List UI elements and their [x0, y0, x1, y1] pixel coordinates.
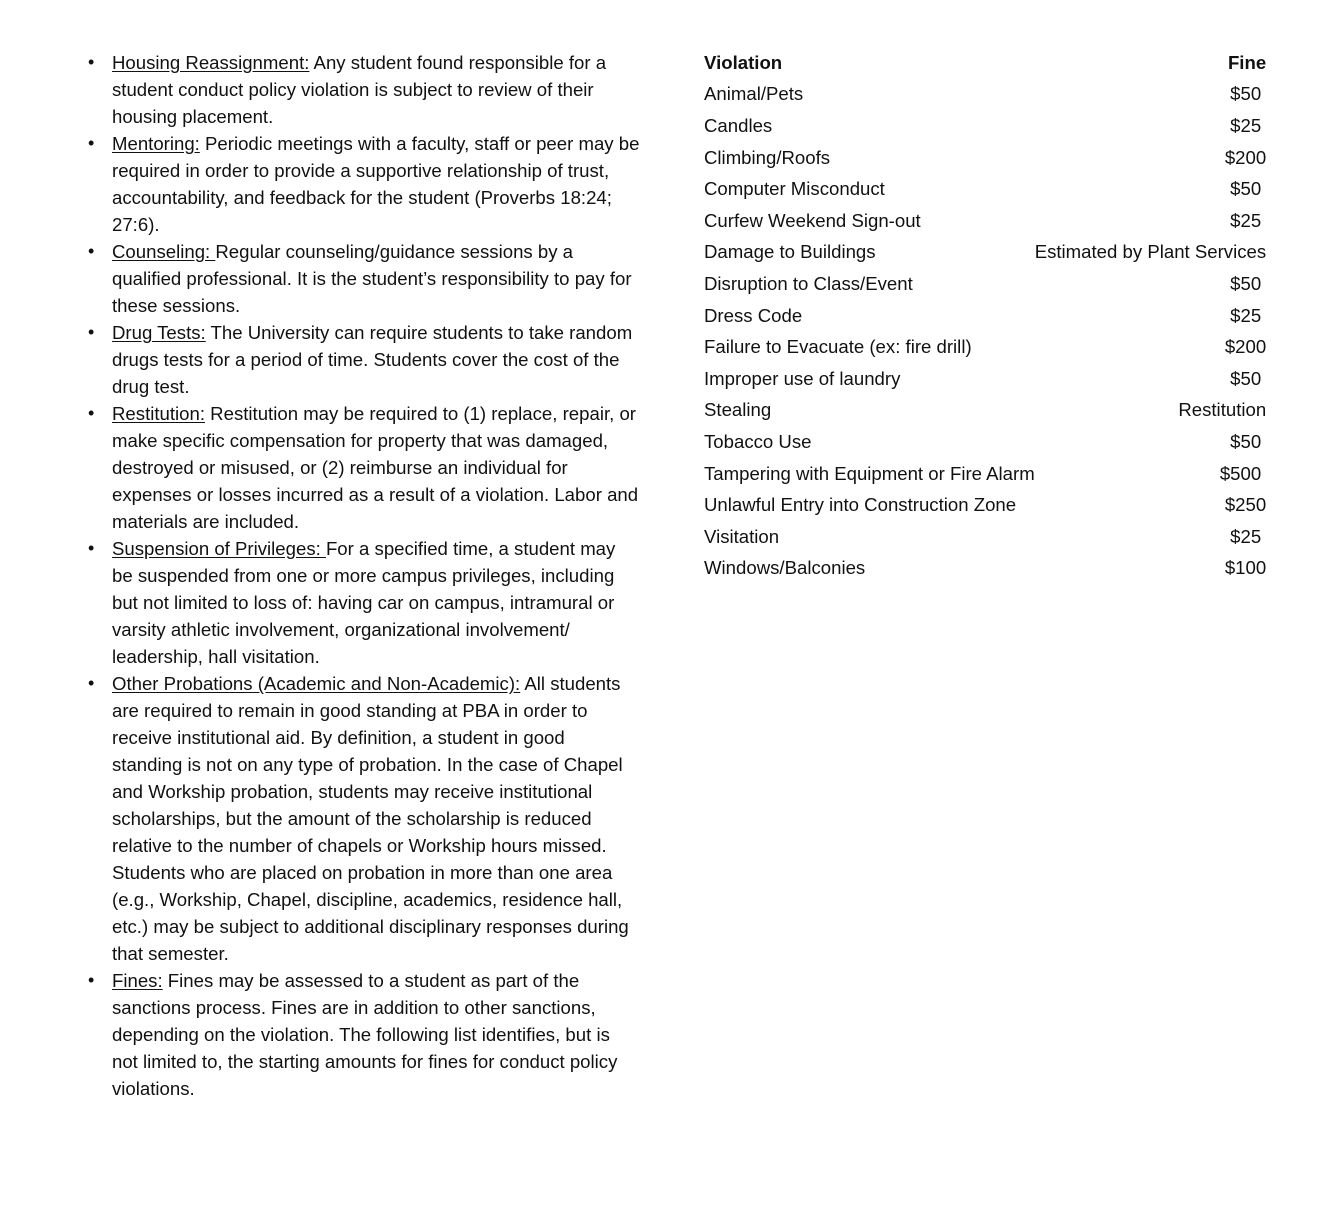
list-item	[88, 535, 640, 670]
violation-cell: Dress Code	[704, 304, 803, 326]
bullet-icon: •	[88, 970, 95, 990]
list-item	[88, 400, 640, 535]
fine-cell: Estimated by Plant Services	[1034, 241, 1267, 263]
fine-cell: $250	[1224, 494, 1267, 516]
table-row	[704, 79, 1266, 111]
fine-cell: $50	[1230, 367, 1262, 389]
table-row	[704, 237, 1266, 269]
sanctions-column	[88, 49, 640, 1102]
sanctions-list	[88, 49, 640, 1102]
fine-cell: $50	[1230, 83, 1262, 105]
violation-cell: Curfew Weekend Sign-out	[704, 209, 921, 231]
violation-cell: Unlawful Entry into Construction Zone	[704, 494, 1017, 516]
sanction-text: Any student found responsible for a student conduct policy violation is subject to review of their housing placement.	[112, 52, 607, 127]
fine-cell: $200	[1224, 336, 1267, 358]
sanction-term: Other Probations (Academic and Non-Academic):	[112, 673, 521, 694]
list-item	[88, 319, 640, 400]
bullet-icon: •	[88, 241, 95, 261]
violation-cell: Animal/Pets	[704, 83, 804, 105]
list-item	[88, 130, 640, 238]
violation-cell: Climbing/Roofs	[704, 146, 831, 168]
sanction-text: Fines may be assessed to a student as part of the sanctions process. Fines are in addition to other sanctions, depending on the violation. The following list identifies, but is not limited to, the starting amounts for fines for conduct policy violations.	[112, 970, 618, 1099]
bullet-icon: •	[88, 538, 95, 558]
violation-cell: Stealing	[704, 399, 772, 421]
fine-cell: $50	[1230, 272, 1262, 294]
violation-cell: Visitation	[704, 525, 780, 547]
table-row	[704, 553, 1266, 585]
bullet-icon: •	[88, 133, 95, 153]
sanction-text: Restitution may be required to (1) replace, repair, or make specific compensation for property that was damaged, destroyed or misused, or (2) reimburse an individual for expenses or losses incurred as a result of a violation. Labor and materials are included.	[112, 403, 639, 532]
sanction-text: Periodic meetings with a faculty, staff or peer may be required in order to provide a supportive relationship of trust, accountability, and feedback for the student (Proverbs 18:24; 27:6).	[112, 133, 640, 235]
table-row	[704, 363, 1266, 395]
sanction-text: All students are required to remain in good standing at PBA in order to receive institutional aid. By definition, a student in good standing is not on any type of probation. In the case of Chapel and Workship probation, students may receive institutional scholarships, but the amount of the scholarship is reduced relative to the number of chapels or Workship hours missed. Students who are placed on probation in more than one area (e.g., Workship, Chapel, discipline, academics, residence hall, etc.) may be subject to additional disciplinary responses during that semester.	[112, 673, 629, 964]
table-row	[704, 395, 1266, 427]
list-item	[88, 49, 640, 130]
violation-cell: Damage to Buildings	[704, 241, 876, 263]
fine-cell: $100	[1224, 557, 1267, 579]
fine-cell: $200	[1224, 146, 1267, 168]
fines-table	[704, 47, 1266, 584]
violation-cell: Candles	[704, 114, 773, 136]
fine-cell: $25	[1230, 209, 1262, 231]
fine-cell: $25	[1230, 304, 1262, 326]
fine-header: Fine	[1227, 51, 1267, 73]
table-row	[704, 142, 1266, 174]
list-item	[88, 670, 640, 967]
bullet-icon: •	[88, 403, 95, 423]
violation-cell: Tampering with Equipment or Fire Alarm	[704, 462, 1035, 484]
table-header-row	[704, 47, 1266, 79]
table-row	[704, 458, 1266, 490]
table-row	[704, 110, 1266, 142]
table-row	[704, 426, 1266, 458]
violation-cell: Tobacco Use	[704, 430, 812, 452]
list-item	[88, 238, 640, 319]
violation-cell: Failure to Evacuate (ex: fire drill)	[704, 336, 972, 358]
bullet-icon: •	[88, 322, 95, 342]
violation-cell: Computer Misconduct	[704, 178, 885, 200]
fine-cell: $25	[1230, 525, 1262, 547]
bullet-icon: •	[88, 52, 95, 72]
sanction-text: For a specified time, a student may be suspended from one or more campus privileges, including but not limited to loss of: having car on campus, intramural or varsity athletic involvement, organizational involvement/ leadership, hall visitation.	[112, 538, 616, 667]
sanction-text: The University can require students to take random drugs tests for a period of time. Students cover the cost of the drug test.	[112, 322, 633, 397]
violation-cell: Improper use of laundry	[704, 367, 901, 389]
violation-cell: Disruption to Class/Event	[704, 272, 913, 294]
fine-cell: $50	[1230, 178, 1262, 200]
sanction-term: Suspension of Privileges:	[112, 538, 326, 559]
table-row	[704, 268, 1266, 300]
table-row	[704, 331, 1266, 363]
fines-column	[704, 47, 1267, 584]
violation-header: Violation	[704, 51, 783, 73]
sanction-text: Regular counseling/guidance sessions by a qualified professional. It is the student’s responsibility to pay for these sessions.	[112, 241, 632, 316]
sanction-term: Restitution:	[112, 403, 206, 424]
sanction-term: Housing Reassignment:	[112, 52, 310, 73]
sanction-term: Fines:	[112, 970, 163, 991]
sanction-term: Counseling:	[112, 241, 216, 262]
table-row	[704, 489, 1266, 521]
fine-cell: Restitution	[1178, 399, 1267, 421]
bullet-icon: •	[88, 673, 95, 693]
list-item	[88, 967, 640, 1102]
table-row	[704, 173, 1266, 205]
table-row	[704, 521, 1266, 553]
table-row	[704, 300, 1266, 332]
fine-cell: $25	[1230, 114, 1262, 136]
fine-cell: $500	[1219, 462, 1262, 484]
fine-cell: $50	[1230, 430, 1262, 452]
violation-cell: Windows/Balconies	[704, 557, 866, 579]
table-row	[704, 205, 1266, 237]
sanction-term: Mentoring:	[112, 133, 200, 154]
sanction-term: Drug Tests:	[112, 322, 206, 343]
